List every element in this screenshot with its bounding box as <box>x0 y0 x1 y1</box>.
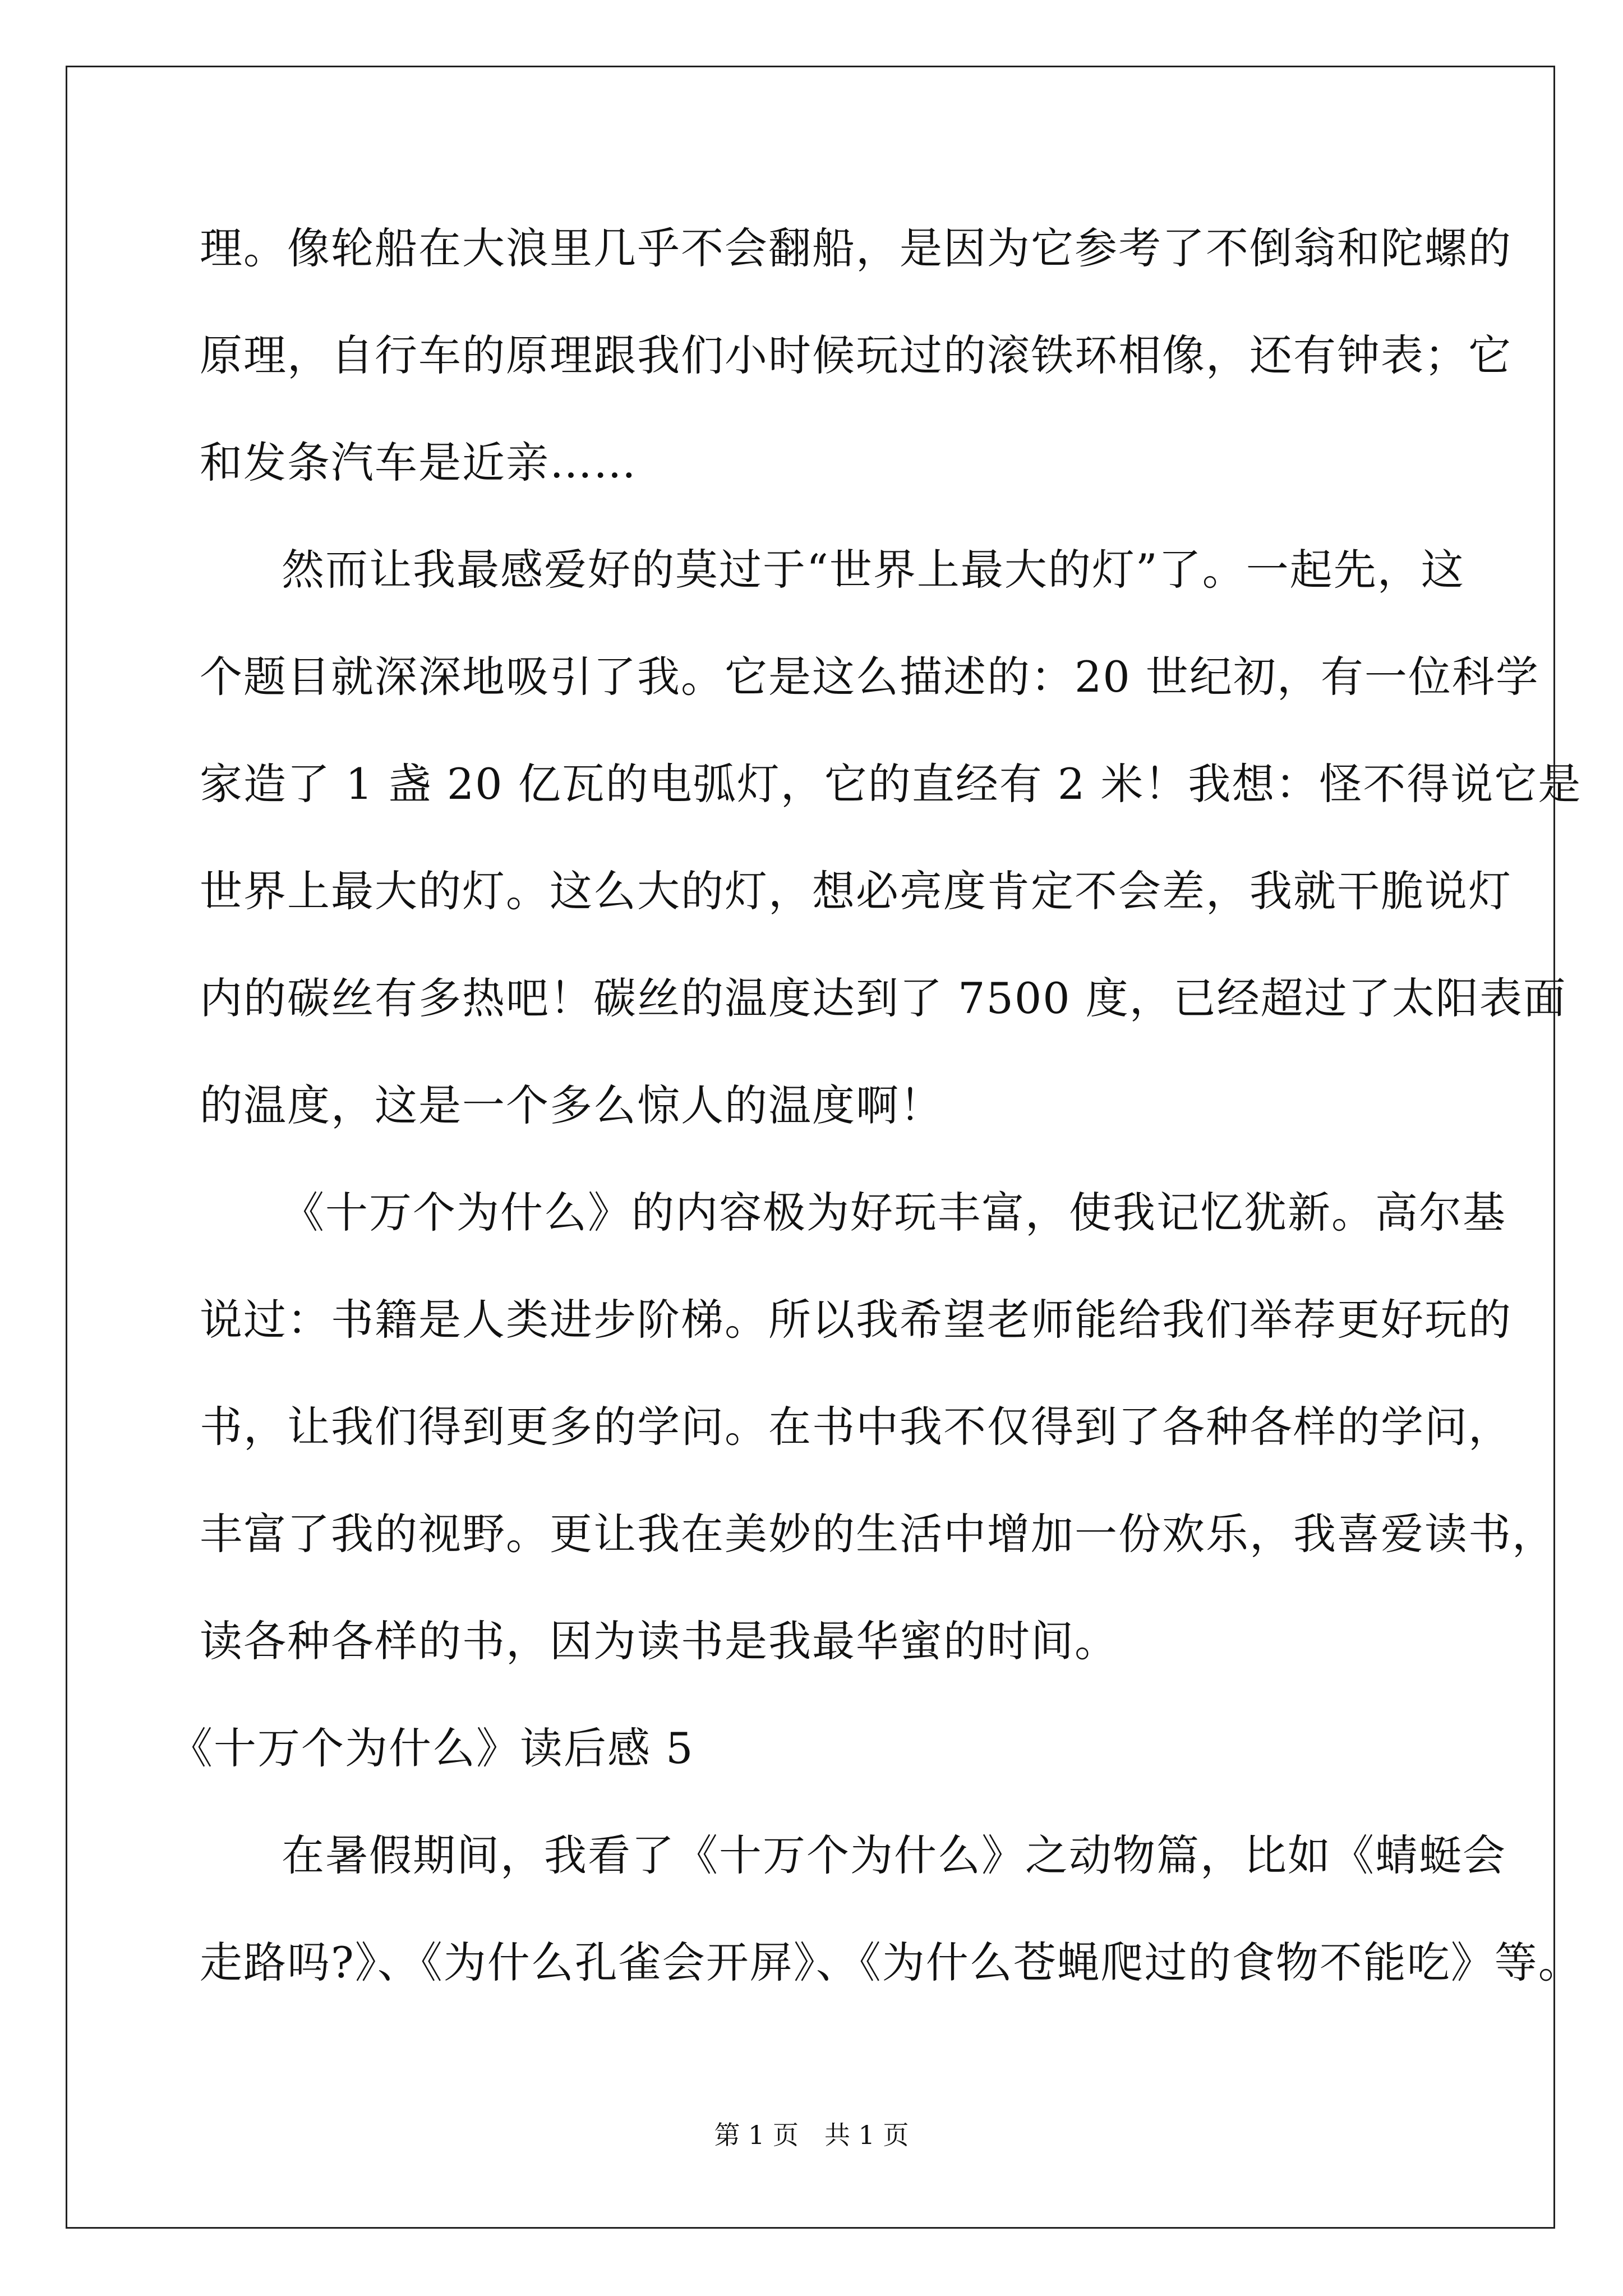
paragraph-4-line-1: 在暑假期间，我看了《十万个为什么》之动物篇，比如《蜻蜓会 <box>282 1830 1506 1880</box>
page-footer: 第 1 页 共 1 页 <box>714 2120 909 2150</box>
paragraph-3-line-3: 书，让我们得到更多的学问。在书中我不仅得到了各种各样的学问， <box>200 1402 1512 1452</box>
paragraph-2-line-4: 世界上最大的灯。这么大的灯，想必亮度肯定不会差，我就干脆说灯 <box>200 866 1512 916</box>
paragraph-3-line-1: 《十万个为什么》的内容极为好玩丰富，使我记忆犹新。高尔基 <box>282 1188 1506 1237</box>
paragraph-1-line-2: 原理，自行车的原理跟我们小时候玩过的滚铁环相像，还有钟表；它 <box>200 330 1512 380</box>
paragraph-1-line-3: 和发条汽车是近亲…… <box>200 438 637 487</box>
paragraph-2-line-3: 家造了 1 盏 20 亿瓦的电弧灯，它的直经有 2 米！我想：怪不得说它是 <box>200 759 1582 809</box>
page-border <box>66 66 1555 2229</box>
paragraph-3-line-4: 丰富了我的视野。更让我在美妙的生活中增加一份欢乐，我喜爱读书， <box>200 1509 1556 1559</box>
paragraph-2-line-2: 个题目就深深地吸引了我。它是这么描述的：20 世纪初，有一位科学 <box>200 652 1539 702</box>
section-heading: 《十万个为什么》读后感 5 <box>170 1723 694 1773</box>
paragraph-2-line-5: 内的碳丝有多热吧！碳丝的温度达到了 7500 度，已经超过了太阳表面 <box>200 973 1567 1023</box>
paragraph-4-line-2: 走路吗?》、《为什么孔雀会开屏》、《为什么苍蝇爬过的食物不能吃》等。 <box>200 1938 1582 1987</box>
paragraph-2-line-1: 然而让我最感爱好的莫过于“世界上最大的灯”了。一起先，这 <box>282 545 1465 595</box>
paragraph-3-line-2: 说过：书籍是人类进步阶梯。所以我希望老师能给我们举荐更好玩的 <box>200 1295 1512 1345</box>
paragraph-3-line-5: 读各种各样的书，因为读书是我最华蜜的时间。 <box>200 1616 1118 1666</box>
paragraph-2-line-6: 的温度，这是一个多么惊人的温度啊！ <box>200 1080 943 1130</box>
paragraph-1-line-1: 理。像轮船在大浪里几乎不会翻船，是因为它参考了不倒翁和陀螺的 <box>200 223 1512 273</box>
